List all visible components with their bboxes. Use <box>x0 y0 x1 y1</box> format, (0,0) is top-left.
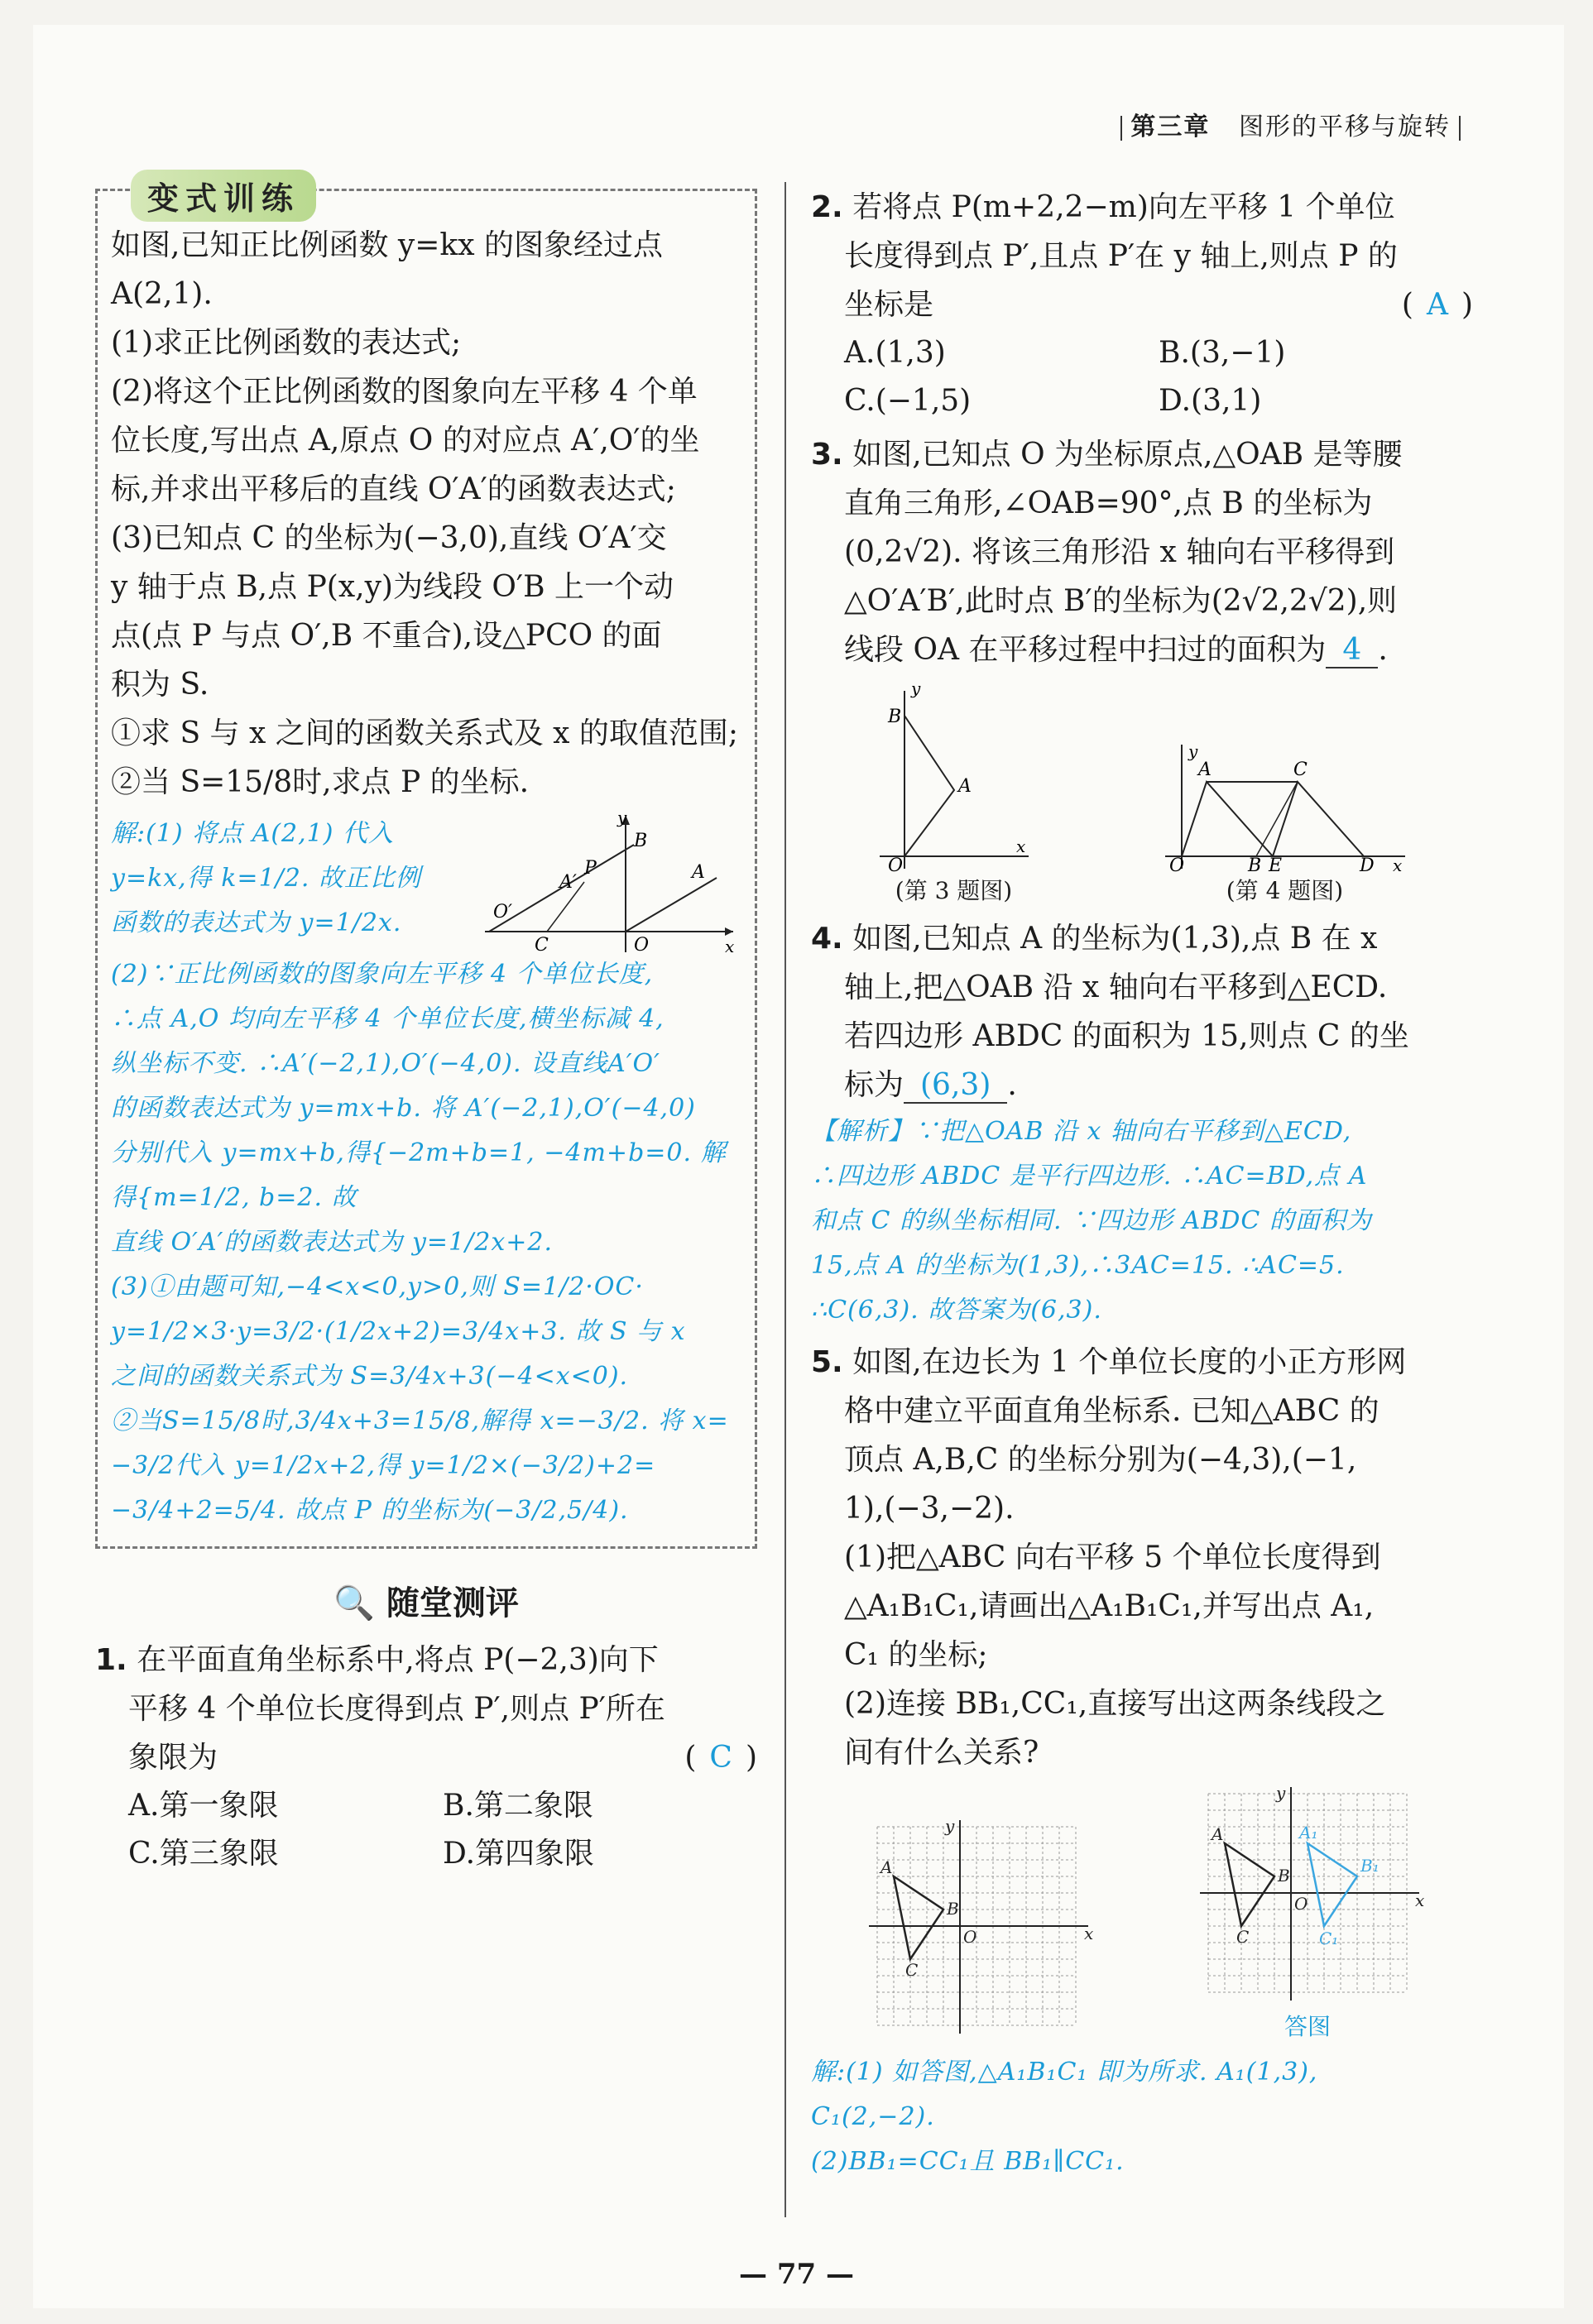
fig4-label-c: C <box>1293 759 1308 780</box>
variant-line: ②当 S=15/8时,求点 P 的坐标. <box>111 765 530 799</box>
fig4-triangle-ecd <box>1273 782 1364 856</box>
q1-number: 1. <box>95 1643 127 1677</box>
fig5-question-grid <box>861 1818 1092 2042</box>
q5-line: 间有什么关系? <box>844 1736 1039 1770</box>
fig-label-x: x <box>725 937 735 956</box>
label-x: x <box>1415 1890 1425 1910</box>
q4-line: 若四边形 ABDC 的面积为 15,则点 C 的坐 <box>844 1019 1409 1053</box>
q2-option: A.(1,3) <box>844 336 946 370</box>
solution-line: (3)①由题可知,−4<x<0,y>0,则 S=1/2·OC· <box>111 1272 644 1301</box>
label-b: B <box>1278 1866 1290 1886</box>
q4-analysis-line: 15,点 A 的坐标为(1,3),∴3AC=15. ∴AC=5. <box>811 1251 1345 1280</box>
q5-number: 5. <box>811 1345 843 1379</box>
label-y: y <box>1276 1783 1286 1803</box>
q3-line: 如图,已知点 O 为坐标原点,△OAB 是等腰 <box>852 438 1403 472</box>
q4-answer: (6,3) <box>904 1068 1007 1104</box>
q4-line: 轴上,把△OAB 沿 x 轴向右平移到△ECD. <box>844 970 1388 1004</box>
fig5-answer-caption: 答图 <box>1284 2013 1331 2040</box>
chapter-header <box>1112 106 1469 142</box>
variant-line: (1)求正比例函数的表达式; <box>111 326 462 360</box>
label-a: A <box>880 1857 893 1877</box>
fig-label-o: O <box>634 935 650 956</box>
variant-training-tag: 变式训练 <box>131 170 316 222</box>
label-x: x <box>1084 1924 1094 1943</box>
q1-option: C.第三象限 <box>128 1837 279 1871</box>
solution-line: y=1/2×3·y=3/2·(1/2x+2)=3/4x+3. 故 S 与 x <box>111 1317 686 1346</box>
variant-figure <box>485 807 741 956</box>
question-4: 4. 如图,已知点 A 的坐标为(1,3),点 B 在 x 轴上,把△OAB 沿 x 轴向右平移到△ECD. 若四边形 ABDC 的面积为 15,则点 C 的坐 标为 (6,3) . 【解析】∵把△OAB 沿 x 轴向右平移到△ECD, ∴四边形 ABDC 是平行四边形. ∴AC=BD,点 A 和点 C 的纵坐标相同. ∵四边形 ABDC 的面积为 15,点 A 的坐标为(1,3),∴3AC=15. ∴AC=5. ∴C(6,3). 故答案为(6,3). <box>811 914 1473 1333</box>
quiz-section-title <box>95 1577 757 1624</box>
q4-line: 标为 <box>844 1068 904 1102</box>
label-c1: C₁ <box>1319 1929 1339 1948</box>
solution-line: ②当S=15/8时,3/4x+3=15/8,解得 x=−3/2. 将 x= <box>111 1406 729 1435</box>
figure-3-svg <box>871 678 1037 876</box>
q5-line: (2)连接 BB₁,CC₁,直接写出这两条线段之 <box>844 1687 1386 1721</box>
q5-line: 如图,在边长为 1 个单位长度的小正方形网 <box>852 1345 1407 1379</box>
fig3-triangle <box>904 716 954 856</box>
question-5 <box>811 1338 1473 1777</box>
triangle-a1b1c1 <box>1308 1843 1357 1926</box>
fig-label-a: A <box>692 862 705 883</box>
solution-line: (2)∵正比例函数的图象向左平移 4 个单位长度, <box>111 960 654 989</box>
left-column <box>95 180 757 1878</box>
q1-answer-paren: ( C ) <box>684 1741 757 1775</box>
q2-number: 2. <box>811 190 843 224</box>
q5-line: 1),(−3,−2). <box>844 1492 1015 1526</box>
label-c: C <box>1236 1927 1250 1947</box>
line-oa <box>626 878 717 932</box>
fig4-label-o: O <box>1168 855 1184 876</box>
q2-line: 坐标是 <box>844 288 934 322</box>
magnifier-icon: 🔍 <box>333 1584 375 1622</box>
q2-answer: A <box>1426 288 1448 322</box>
q3-line: △O′A′B′,此时点 B′的坐标为(2√2,2√2),则 <box>844 584 1398 618</box>
figures-5 <box>811 1785 1473 2042</box>
label-c: C <box>905 1960 919 1980</box>
fig-label-y: y <box>617 807 627 827</box>
q3-line: 线段 OA 在平移过程中扫过的面积为 <box>844 633 1327 667</box>
q5-line: C₁ 的坐标; <box>844 1638 988 1672</box>
variant-line: 位长度,写出点 A,原点 O 的对应点 A′,O′的坐 <box>111 424 700 458</box>
solution-line: 函数的表达式为 y=1/2x. <box>111 908 402 937</box>
solution-line: y=kx,得 k=1/2. 故正比例 <box>111 864 421 893</box>
triangle-abc <box>894 1876 943 1959</box>
fig3-caption: (第 3 题图) <box>895 877 1013 904</box>
fig3-label-o: O <box>887 855 903 876</box>
q5-solution-line: 解:(1) 如答图,△A₁B₁C₁ 即为所求. A₁(1,3), <box>811 2058 1318 2087</box>
q5-line: 顶点 A,B,C 的坐标分别为(−4,3),(−1, <box>844 1443 1357 1477</box>
fig3-label-a: A <box>957 776 972 797</box>
solution-line: ∴点 A,O 均向左平移 4 个单位长度,横坐标减 4, <box>111 1004 665 1033</box>
variant-line: (3)已知点 C 的坐标为(−3,0),直线 O′A′交 <box>111 521 667 555</box>
q3-line: (0,2√2). 将该三角形沿 x 轴向右平移得到 <box>844 535 1395 569</box>
q4-analysis-line: ∴四边形 ABDC 是平行四边形. ∴AC=BD,点 A <box>811 1162 1368 1191</box>
page-number: — 77 — <box>739 2258 854 2291</box>
solution-line: 纵坐标不变. ∴A′(−2,1),O′(−4,0). 设直线A′O′ <box>111 1049 660 1078</box>
q4-analysis-line: 【解析】∵把△OAB 沿 x 轴向右平移到△ECD, <box>811 1117 1352 1146</box>
variant-line: 点(点 P 与点 O′,B 不重合),设△PCO 的面 <box>111 619 662 653</box>
fig4-label-y: y <box>1188 741 1197 761</box>
q4-number: 4. <box>811 922 843 956</box>
solution-line: −3/4+2=5/4. 故点 P 的坐标为(−3/2,5/4). <box>111 1496 629 1525</box>
column-divider <box>785 182 786 2217</box>
q3-answer: 4 <box>1326 633 1378 668</box>
variant-line: 如图,已知正比例函数 y=kx 的图象经过点 <box>111 228 663 262</box>
q1-option: A.第一象限 <box>128 1789 279 1823</box>
variant-training-box <box>95 180 757 1549</box>
label-a1: A₁ <box>1299 1823 1318 1842</box>
chapter-title: 图形的平移与旋转 <box>1239 113 1451 141</box>
fig-label-b: B <box>634 831 648 851</box>
quiz-title-text: 随堂测评 <box>386 1584 519 1622</box>
label-o: O <box>963 1927 977 1947</box>
q1-options <box>95 1782 757 1878</box>
q5-solution-line: C₁(2,−2). <box>811 2102 935 2131</box>
right-column <box>811 178 1473 2184</box>
question-3: 3. 如图,已知点 O 为坐标原点,△OAB 是等腰 直角三角形,∠OAB=90°,点 B 的坐标为 (0,2√2). 将该三角形沿 x 轴向右平移得到 △O′A′B′,此时点 B′的坐标为(2√2,2√2),则 线段 OA 在平移过程中扫过的面积为 4 . <box>811 430 1473 674</box>
q1-option: B.第二象限 <box>443 1789 593 1823</box>
q1-line: 象限为 <box>128 1741 218 1775</box>
fig3-label-y: y <box>910 678 920 698</box>
fig4-label-d: D <box>1359 855 1375 876</box>
q5-line: 格中建立平面直角坐标系. 已知△ABC 的 <box>844 1394 1379 1428</box>
q4-line: 如图,已知点 A 的坐标为(1,3),点 B 在 x <box>852 922 1378 956</box>
variant-line: 积为 S. <box>111 668 209 702</box>
triangle-abc <box>1225 1843 1274 1926</box>
fig4-label-a: A <box>1197 759 1212 780</box>
variant-line: (2)将这个正比例函数的图象向左平移 4 个单 <box>111 375 698 409</box>
variant-line: 标,并求出平移后的直线 O′A′的函数表达式; <box>111 472 676 506</box>
fig4-label-x: x <box>1392 855 1402 875</box>
fig3-label-b: B <box>887 707 901 727</box>
variant-line: A(2,1). <box>111 277 213 311</box>
fig-label-o1: O′ <box>493 902 513 922</box>
solution-line: 之间的函数关系式为 S=3/4x+3(−4<x<0). <box>111 1362 629 1391</box>
fig5-answer-grid <box>1192 1785 1423 2009</box>
figure-3 <box>871 678 1037 906</box>
chapter-label: 第三章 <box>1130 113 1211 141</box>
q5-line: (1)把△ABC 向右平移 5 个单位长度得到 <box>844 1541 1381 1574</box>
solution-line: 的函数表达式为 y=mx+b. 将 A′(−2,1),O′(−4,0) <box>111 1094 696 1123</box>
header-bar-right <box>1459 116 1461 141</box>
q4-analysis-line: ∴C(6,3). 故答案为(6,3). <box>811 1296 1102 1325</box>
x-axis-arrow <box>725 927 733 936</box>
q2-option: C.(−1,5) <box>844 384 972 418</box>
label-b1: B₁ <box>1360 1856 1379 1876</box>
fig5-answer <box>1192 1785 1423 2042</box>
question-2 <box>811 183 1473 425</box>
q1-answer: C <box>709 1741 732 1775</box>
fig4-caption: (第 4 题图) <box>1226 877 1344 904</box>
q3-line: 直角三角形,∠OAB=90°,点 B 的坐标为 <box>844 486 1373 520</box>
label-y: y <box>945 1816 955 1836</box>
q1-line: 平移 4 个单位长度得到点 P′,则点 P′所在 <box>128 1692 665 1726</box>
q1-option: D.第四象限 <box>443 1837 595 1871</box>
fig-label-p: P <box>584 858 597 879</box>
q5-line: △A₁B₁C₁,请画出△A₁B₁C₁,并写出点 A₁, <box>844 1589 1375 1623</box>
q5-solution-line: (2)BB₁=CC₁且 BB₁∥CC₁. <box>811 2147 1125 2176</box>
figures-3-4 <box>811 678 1473 906</box>
fig3-label-x: x <box>1015 836 1025 856</box>
q3-number: 3. <box>811 438 843 472</box>
fig4-triangle-oab <box>1182 782 1273 856</box>
question-1 <box>95 1636 757 1878</box>
header-bar-left <box>1120 116 1122 141</box>
fig-label-c: C <box>535 935 549 956</box>
figure-4 <box>1157 740 1413 906</box>
q2-option: D.(3,1) <box>1159 384 1262 418</box>
q2-answer-paren: ( A ) <box>1401 288 1473 322</box>
q2-options <box>811 329 1473 425</box>
solution-line: 直线 O′A′的函数表达式为 y=1/2x+2. <box>111 1228 553 1257</box>
fig4-label-b: B <box>1247 855 1261 876</box>
label-a: A <box>1212 1824 1224 1844</box>
fig-label-a1: A′ <box>559 872 577 893</box>
solution-line: 解:(1) 将点 A(2,1) 代入 <box>111 819 394 848</box>
q4-analysis-line: 和点 C 的纵坐标相同. ∵四边形 ABDC 的面积为 <box>811 1206 1372 1235</box>
q2-line: 长度得到点 P′,且点 P′在 y 轴上,则点 P 的 <box>844 239 1398 273</box>
variant-line: y 轴于点 B,点 P(x,y)为线段 O′B 上一个动 <box>111 570 674 604</box>
q2-line: 若将点 P(m+2,2−m)向左平移 1 个单位 <box>852 190 1395 224</box>
solution-line: 分别代入 y=mx+b,得{−2m+b=1, −4m+b=0. 解得{m=1/2, b=2. 故 <box>111 1138 727 1212</box>
solution-line: −3/2代入 y=1/2x+2,得 y=1/2×(−3/2)+2= <box>111 1451 656 1480</box>
label-o: O <box>1294 1894 1308 1914</box>
q2-option: B.(3,−1) <box>1159 336 1286 370</box>
label-b: B <box>947 1899 959 1919</box>
variant-line: ①求 S 与 x 之间的函数关系式及 x 的取值范围; <box>111 716 739 750</box>
q1-line: 在平面直角坐标系中,将点 P(−2,3)向下 <box>137 1643 659 1677</box>
fig4-label-e: E <box>1268 855 1282 876</box>
figure-4-svg <box>1157 740 1413 876</box>
